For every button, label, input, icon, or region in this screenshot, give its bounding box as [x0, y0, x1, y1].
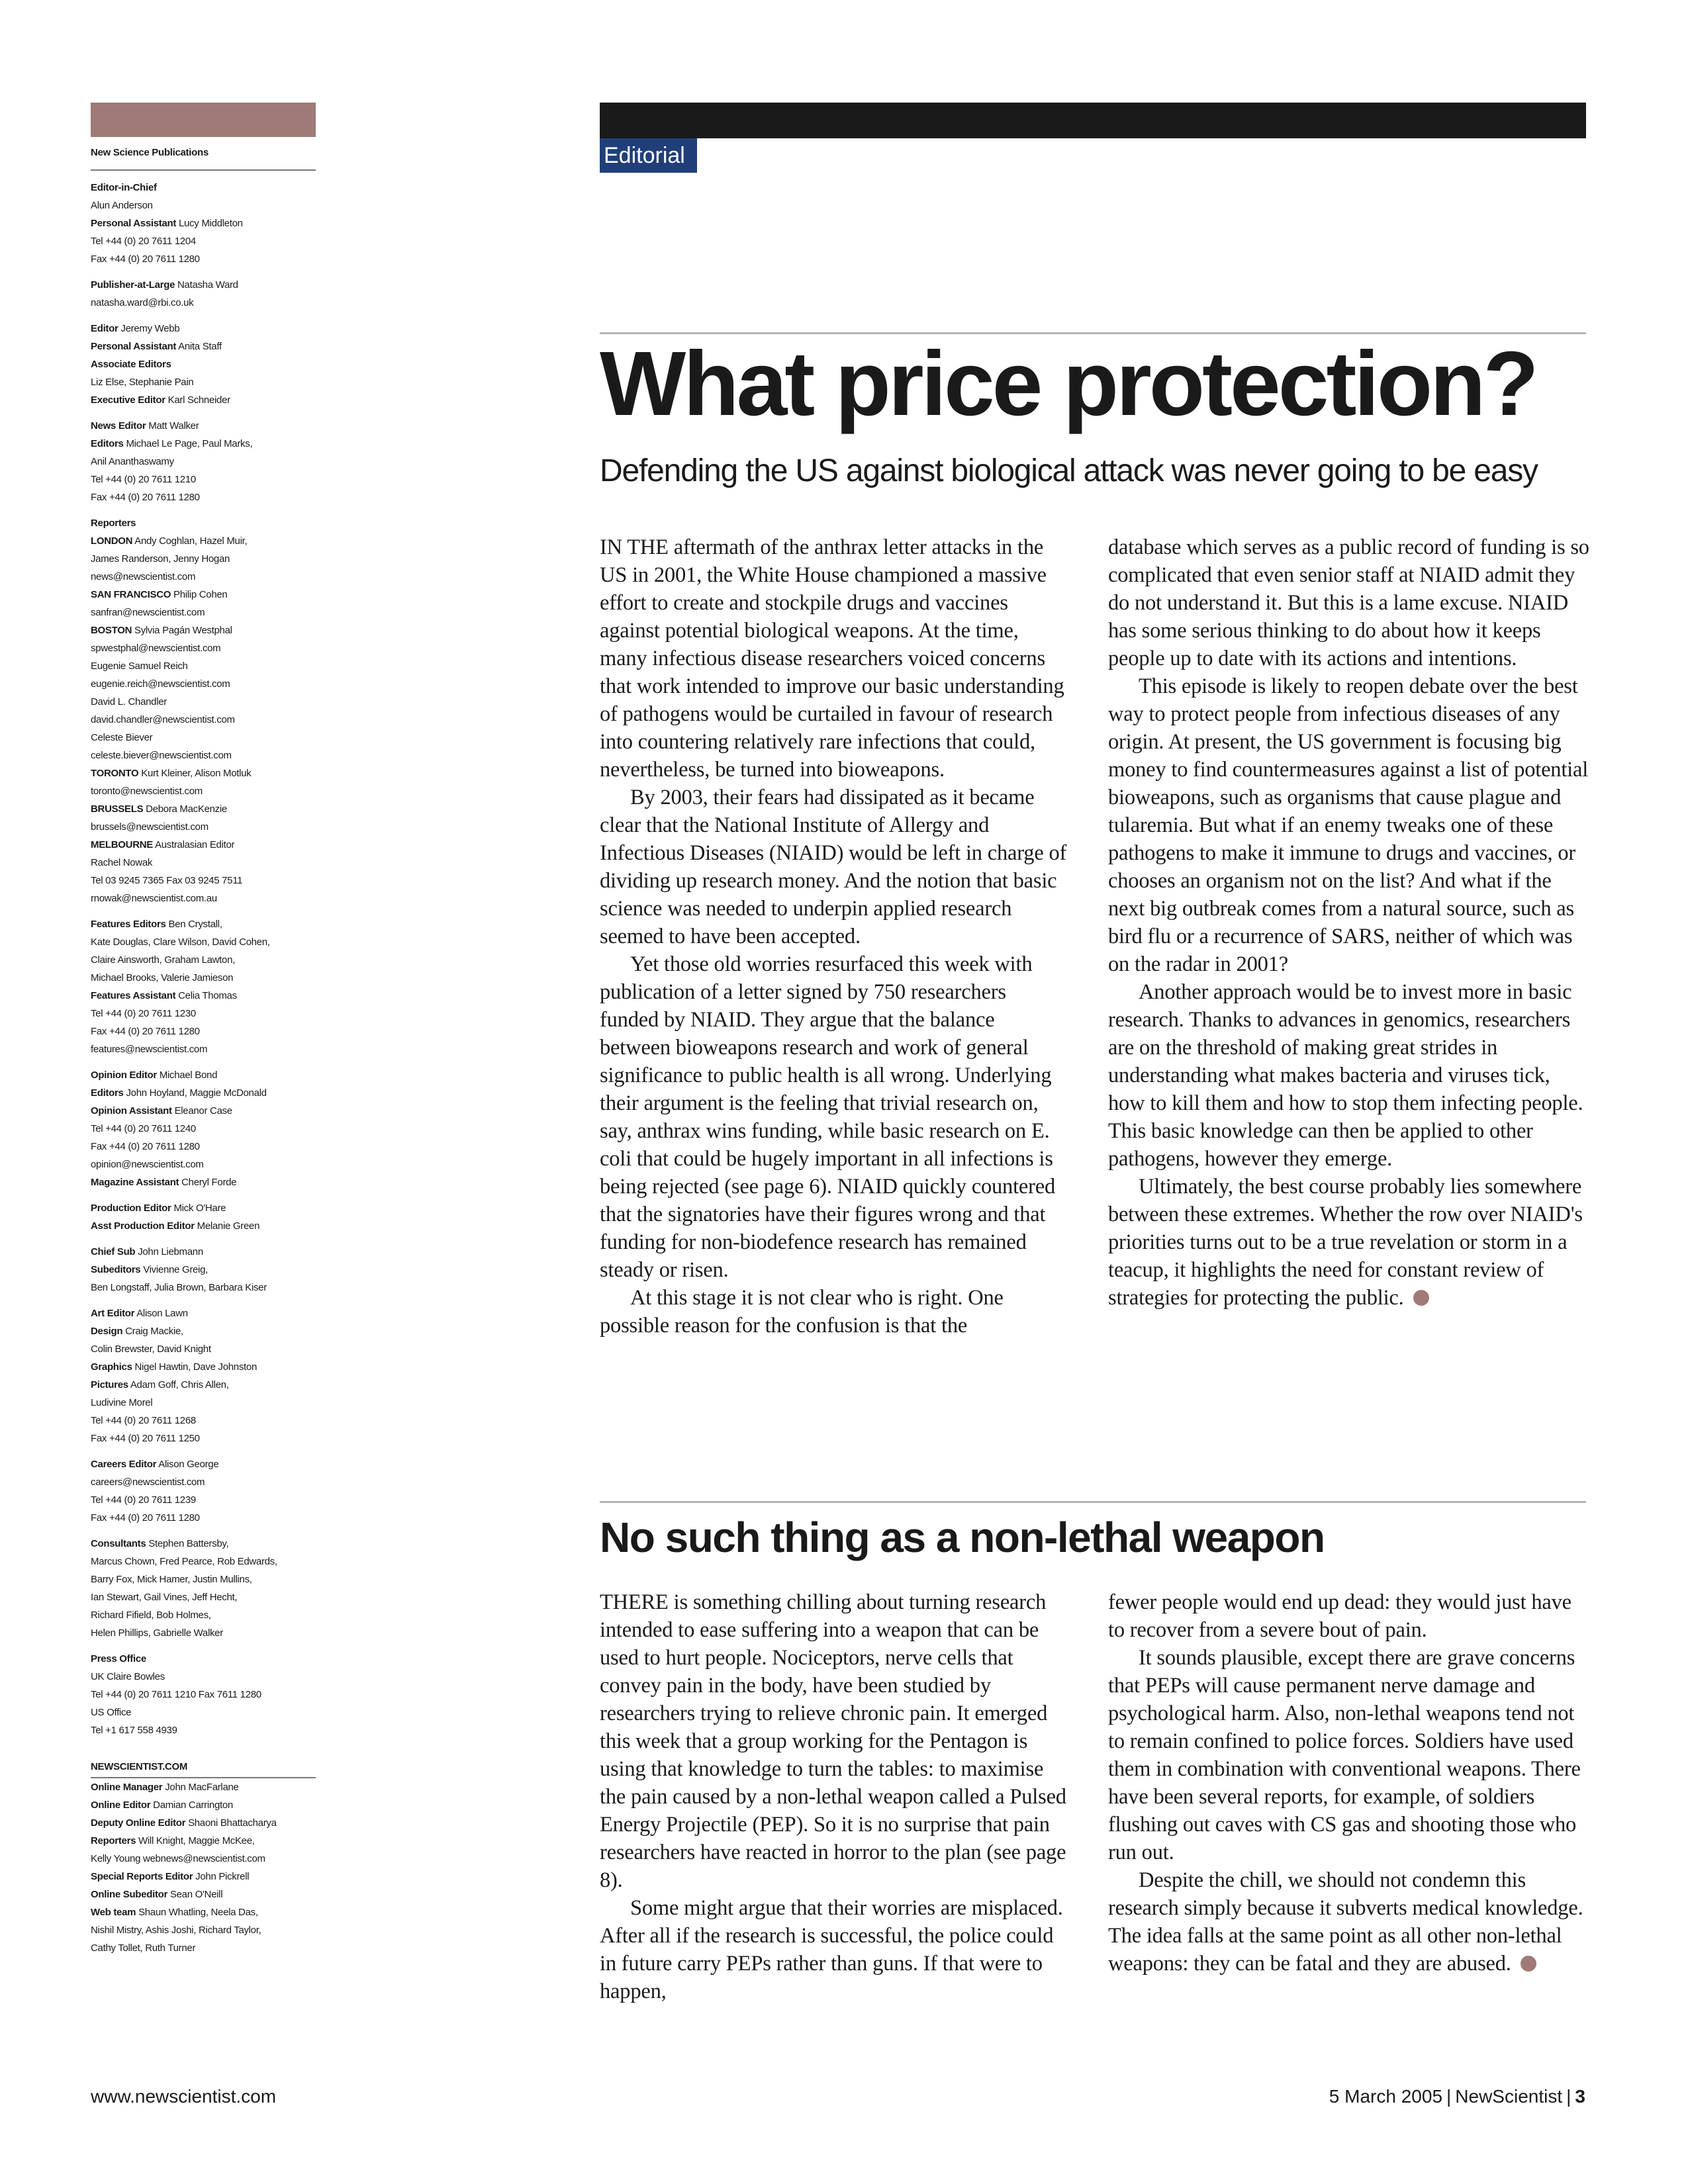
staff-line	[91, 355, 316, 373]
staff-role: Chief Sub	[91, 1246, 136, 1257]
staff-line	[91, 621, 316, 639]
staff-line	[91, 232, 316, 250]
footer-magazine: NewScientist	[1455, 2086, 1563, 2107]
staff-name: Adam Goff, Chris Allen,	[130, 1379, 229, 1390]
staff-name: Sean O'Neill	[169, 1889, 223, 1900]
staff-name[interactable]: spwestphal@newscientist.com	[91, 643, 221, 654]
staff-name: Nigel Hawtin, Dave Johnston	[134, 1361, 257, 1373]
staff-group	[91, 179, 316, 268]
staff-line	[91, 214, 316, 232]
staff-line	[91, 417, 316, 435]
staff-line	[91, 1120, 316, 1138]
staff-line	[91, 179, 316, 197]
staff-name: Marcus Chown, Fred Pearce, Rob Edwards,	[91, 1556, 277, 1567]
staff-name: Cathy Tollet, Ruth Turner	[91, 1942, 196, 1954]
staff-role: Pictures	[91, 1379, 128, 1390]
staff-role: Associate Editors	[91, 359, 171, 370]
staff-name: David L. Chandler	[91, 696, 167, 707]
staff-name: Eugenie Samuel Reich	[91, 660, 188, 672]
staff-line	[91, 1868, 316, 1886]
staff-name[interactable]: rnowak@newscientist.com.au	[91, 893, 217, 904]
staff-line	[91, 453, 316, 471]
staff-group	[91, 276, 316, 312]
staff-line	[91, 933, 316, 951]
paragraph-text: Some might argue that their worries are misplaced. After all if the research is successful, the police could in future carry PEPs rather than guns. If that were to happen,	[600, 1896, 1063, 2003]
staff-role: Web team	[91, 1907, 136, 1918]
staff-name: Anil Ananthaswamy	[91, 456, 174, 467]
staff-line	[91, 1650, 316, 1668]
staff-role: LONDON	[91, 535, 133, 547]
staff-line	[91, 693, 316, 711]
staff-line	[91, 338, 316, 355]
staff-line	[91, 532, 316, 550]
staff-name: Tel +44 (0) 20 7611 1210	[91, 474, 196, 485]
staff-name: Ben Crystall,	[168, 919, 222, 930]
staff-name[interactable]: Kelly Young webnews@newscientist.com	[91, 1853, 265, 1864]
staff-name: Matt Walker	[148, 420, 199, 432]
staff-name: Michael Le Page, Paul Marks,	[126, 438, 253, 449]
staff-role: Art Editor	[91, 1308, 135, 1319]
staff-name: UK Claire Bowles	[91, 1671, 165, 1682]
staff-role: Design	[91, 1326, 123, 1337]
staff-line	[91, 782, 316, 800]
paragraph-text: Despite the chill, we should not condemn this research simply because it subverts medical knowledge. The idea falls at the same point as all other non-lethal weapons: they can be fatal and they are abused.	[1108, 1868, 1583, 1976]
staff-name: Rachel Nowak	[91, 857, 153, 868]
staff-name: Tel +44 (0) 20 7611 1268	[91, 1415, 196, 1426]
article-paragraph	[600, 1894, 1068, 2005]
staff-name: Damian Carrington	[153, 1799, 233, 1811]
staff-name: Lucy Middleton	[178, 218, 243, 229]
staff-group	[91, 514, 316, 907]
staff-line	[91, 1686, 316, 1704]
staff-line	[91, 951, 316, 969]
staff-line	[91, 1570, 316, 1588]
staff-name: Tel 03 9245 7365 Fax 03 9245 7511	[91, 875, 243, 886]
paragraph-text: Yet those old worries resurfaced this week with publication of a letter signed by 750 researchers funded by NIAID. They argue that the balance between bioweapons research and work of general significance to public health is all wrong. Underlying their argument is the feeling that trivial research on, say, anthrax wins funding, while basic research on E. coli that could be hugely important in all infections is being rejected (see page 6). NIAID quickly countered that the signatories have their figures wrong and that funding for non-biodefence research has remained steady or risen.	[600, 952, 1056, 1282]
masthead-sidebar	[91, 103, 316, 1957]
staff-line	[91, 675, 316, 693]
staff-name: Stephen Battersby,	[148, 1538, 229, 1549]
staff-name: Alun Anderson	[91, 200, 153, 211]
staff-line	[91, 1588, 316, 1606]
staff-line	[91, 568, 316, 586]
staff-role: Features Assistant	[91, 990, 176, 1001]
staff-name: Tel +44 (0) 20 7611 1204	[91, 236, 196, 247]
staff-name: Mick O'Hare	[173, 1203, 226, 1214]
staff-name[interactable]: brussels@newscientist.com	[91, 821, 209, 833]
article-paragraph	[1108, 672, 1591, 978]
staff-name: Celia Thomas	[178, 990, 237, 1001]
article-paragraph	[1108, 1644, 1591, 1866]
staff-role: Online Subeditor	[91, 1889, 168, 1900]
staff-line	[91, 1921, 316, 1939]
staff-role: Press Office	[91, 1653, 146, 1664]
staff-line	[91, 514, 316, 532]
staff-name[interactable]: news@newscientist.com	[91, 571, 196, 582]
staff-line	[91, 1279, 316, 1297]
staff-line	[91, 1704, 316, 1721]
article2-headline: No such thing as a non-lethal weapon	[600, 1514, 1325, 1561]
staff-line	[91, 1322, 316, 1340]
staff-line	[91, 1430, 316, 1447]
article2-rule	[600, 1501, 1586, 1503]
staff-role: Deputy Online Editor	[91, 1817, 186, 1829]
staff-line	[91, 1491, 316, 1509]
staff-line	[91, 854, 316, 872]
staff-name: Craig Mackie,	[125, 1326, 183, 1337]
staff-role: SAN FRANCISCO	[91, 589, 171, 600]
staff-line	[91, 1606, 316, 1624]
staff-line	[91, 1394, 316, 1412]
section-tag: Editorial	[600, 138, 697, 173]
staff-line	[91, 1509, 316, 1527]
staff-list	[91, 179, 316, 1739]
staff-role: Special Reports Editor	[91, 1871, 193, 1882]
staff-line	[91, 657, 316, 675]
staff-name: Tel +44 (0) 20 7611 1210 Fax 7611 1280	[91, 1689, 261, 1700]
staff-name[interactable]: celeste.biever@newscientist.com	[91, 750, 232, 761]
staff-line	[91, 1455, 316, 1473]
staff-line	[91, 1173, 316, 1191]
staff-line	[91, 550, 316, 568]
staff-name: Fax +44 (0) 20 7611 1280	[91, 492, 200, 503]
staff-group	[91, 1650, 316, 1739]
staff-role: Publisher-at-Large	[91, 279, 175, 291]
staff-role: Reporters	[91, 1835, 136, 1846]
paragraph-text: THERE is something chilling about turning research intended to ease suffering into a weapon that can be used to hurt people. Nociceptors, nerve cells that convey pain in the body, have been studied by researchers trying to relieve chronic pain. It emerged this week that a group working for the Pentagon is using that knowledge to turn the tables: to maximise the pain caused by a non-lethal weapon called a Pulsed Energy Projectile (PEP). So it is no surprise that pain researchers have reacted in horror to the plan (see page 8).	[600, 1590, 1066, 1892]
staff-name: Karl Schneider	[167, 394, 230, 406]
staff-line	[91, 1624, 316, 1642]
staff-line	[91, 1023, 316, 1040]
staff-name: Helen Phillips, Gabrielle Walker	[91, 1627, 223, 1639]
staff-role: Editors	[91, 438, 124, 449]
staff-name: Andy Coghlan, Hazel Muir,	[134, 535, 248, 547]
staff-name: Shaun Whatling, Neela Das,	[138, 1907, 258, 1918]
staff-line	[91, 1217, 316, 1235]
staff-name[interactable]: david.chandler@newscientist.com	[91, 714, 235, 725]
article1-column-1	[600, 533, 1068, 1340]
staff-line	[91, 294, 316, 312]
staff-name: Melanie Green	[197, 1220, 260, 1232]
staff-line	[91, 391, 316, 409]
staff-role: Asst Production Editor	[91, 1220, 195, 1232]
article2-column-1	[600, 1588, 1068, 2005]
staff-role: Magazine Assistant	[91, 1177, 179, 1188]
staff-name: Colin Brewster, David Knight	[91, 1343, 211, 1355]
staff-line	[91, 747, 316, 764]
staff-name: Fax +44 (0) 20 7611 1280	[91, 1141, 200, 1152]
article1-column-2	[1108, 533, 1591, 1312]
header-bar	[600, 103, 1586, 138]
staff-line	[91, 1832, 316, 1850]
paragraph-text: By 2003, their fears had dissipated as it became clear that the National Institute of Allergy and Infectious Diseases (NIAID) would be left in charge of dividing up research money. And the notion that basic science was needed to underpin applied research seemed to have been accepted.	[600, 786, 1067, 948]
staff-line	[91, 488, 316, 506]
staff-line	[91, 1668, 316, 1686]
paragraph-text: database which serves as a public record of funding is so complicated that even senior staff at NIAID admit they do not understand it. But this is a lame excuse. NIAID has some serious thinking to do about how it keeps people up to date with its actions and intentions.	[1108, 535, 1589, 670]
article-paragraph	[1108, 1866, 1591, 1978]
staff-line	[91, 1553, 316, 1570]
staff-name: John Hoyland, Maggie McDonald	[126, 1087, 267, 1099]
staff-name: Tel +44 (0) 20 7611 1230	[91, 1008, 196, 1019]
staff-name[interactable]: toronto@newscientist.com	[91, 786, 203, 797]
staff-line	[91, 435, 316, 453]
staff-name: Tel +1 617 558 4939	[91, 1725, 177, 1736]
staff-line	[91, 1796, 316, 1814]
staff-group	[91, 1304, 316, 1447]
article-standfirst: Defending the US against biological attack was never going to be easy	[600, 453, 1538, 488]
staff-name[interactable]: natasha.ward@rbi.co.uk	[91, 297, 194, 308]
staff-line	[91, 818, 316, 836]
staff-name: Shaoni Bhattacharya	[188, 1817, 277, 1829]
staff-name: Australasian Editor	[155, 839, 235, 850]
staff-line	[91, 1376, 316, 1394]
staff-line	[91, 872, 316, 889]
staff-name: Michael Bond	[159, 1069, 218, 1081]
staff-role: Online Manager	[91, 1782, 163, 1793]
end-of-article-dot-icon	[1413, 1290, 1429, 1306]
staff-line	[91, 1102, 316, 1120]
article-paragraph	[600, 1588, 1068, 1894]
article-paragraph	[1108, 533, 1591, 672]
staff-line	[91, 764, 316, 782]
staff-name: Ben Longstaff, Julia Brown, Barbara Kiser	[91, 1282, 267, 1293]
staff-line	[91, 1138, 316, 1156]
staff-group	[91, 320, 316, 409]
staff-name: Richard Fifield, Bob Holmes,	[91, 1610, 211, 1621]
staff-line	[91, 1412, 316, 1430]
staff-line	[91, 1473, 316, 1491]
staff-name: Alison George	[158, 1459, 219, 1470]
article2-column-2	[1108, 1588, 1591, 1978]
footer-page-number: 3	[1575, 2086, 1585, 2107]
online-staff-list	[91, 1778, 316, 1957]
staff-name: Philip Cohen	[173, 589, 228, 600]
staff-role: BRUSSELS	[91, 803, 144, 815]
staff-role: BOSTON	[91, 625, 132, 636]
staff-role: Opinion Editor	[91, 1069, 157, 1081]
staff-role: Subeditors	[91, 1264, 141, 1275]
article-headline: What price protection?	[600, 333, 1536, 435]
staff-name: James Randerson, Jenny Hogan	[91, 553, 230, 565]
staff-name: Fax +44 (0) 20 7611 1280	[91, 1026, 200, 1037]
staff-name[interactable]: features@newscientist.com	[91, 1044, 208, 1055]
staff-line	[91, 1850, 316, 1868]
publisher-name: New Science Publications	[91, 144, 316, 171]
paragraph-text: Another approach would be to invest more in basic research. Thanks to advances in genomics, researchers are on the threshold of making great strides in understanding what makes bacteria and viruses tick, how to kill them and how to stop them infecting people. This basic knowledge can then be applied to other pathogens, however they emerge.	[1108, 980, 1583, 1171]
staff-line	[91, 639, 316, 657]
staff-name: Nishil Mistry, Ashis Joshi, Richard Taylor,	[91, 1925, 261, 1936]
article-paragraph	[600, 1284, 1068, 1340]
staff-line	[91, 320, 316, 338]
staff-role: Reporters	[91, 518, 136, 529]
staff-group	[91, 1066, 316, 1191]
staff-line	[91, 889, 316, 907]
paragraph-text: Ultimately, the best course probably lies somewhere between these extremes. Whether the row over NIAID's priorities turns out to be a true revelation or storm in a teacup, it highlights the need for constant review of strategies for protecting the public.	[1108, 1175, 1583, 1310]
staff-line	[91, 1814, 316, 1832]
staff-role: Editor-in-Chief	[91, 182, 157, 193]
staff-line	[91, 586, 316, 604]
staff-role: Online Editor	[91, 1799, 151, 1811]
staff-line	[91, 276, 316, 294]
article-paragraph	[600, 784, 1068, 950]
staff-name: Kurt Kleiner, Alison Motluk	[141, 768, 252, 779]
staff-role: Features Editors	[91, 919, 166, 930]
staff-name[interactable]: eugenie.reich@newscientist.com	[91, 678, 230, 690]
staff-line	[91, 1778, 316, 1796]
article-paragraph	[1108, 978, 1591, 1173]
staff-name: Ian Stewart, Gail Vines, Jeff Hecht,	[91, 1592, 238, 1603]
staff-line	[91, 1243, 316, 1261]
staff-name: John MacFarlane	[165, 1782, 239, 1793]
staff-role: Personal Assistant	[91, 341, 177, 352]
staff-role: Consultants	[91, 1538, 146, 1549]
staff-role: Production Editor	[91, 1203, 171, 1214]
staff-name[interactable]: careers@newscientist.com	[91, 1477, 205, 1488]
staff-group	[91, 417, 316, 506]
staff-line	[91, 1084, 316, 1102]
footer-date: 5 March 2005	[1329, 2086, 1443, 2107]
footer-folio: 5 March 2005 | NewScientist | 3	[1329, 2086, 1585, 2107]
staff-name: Anita Staff	[178, 341, 222, 352]
staff-line	[91, 915, 316, 933]
online-section-title: NEWSCIENTIST.COM	[91, 1758, 316, 1778]
staff-role: Editor	[91, 323, 118, 334]
staff-role: Careers Editor	[91, 1459, 157, 1470]
staff-name: Tel +44 (0) 20 7611 1240	[91, 1123, 196, 1134]
staff-line	[91, 1903, 316, 1921]
staff-group	[91, 1455, 316, 1527]
staff-line	[91, 1535, 316, 1553]
staff-role: News Editor	[91, 420, 146, 432]
staff-name: Fax +44 (0) 20 7611 1250	[91, 1433, 200, 1444]
staff-name: Jeremy Webb	[120, 323, 180, 334]
staff-role: MELBOURNE	[91, 839, 153, 850]
staff-name: Michael Brooks, Valerie Jamieson	[91, 972, 234, 983]
staff-line	[91, 250, 316, 268]
staff-name: Sylvia Pagán Westphal	[134, 625, 232, 636]
staff-name: Will Knight, Maggie McKee,	[138, 1835, 255, 1846]
paragraph-text: IN THE aftermath of the anthrax letter attacks in the US in 2001, the White House championed a massive effort to create and stockpile drugs and vaccines against potential biological weapons. At the time, many infectious disease researchers voiced concerns that work intended to improve our basic understanding of pathogens would be curtailed in favour of research into countering relatively rare infections that could, nevertheless, be turned into bioweapons.	[600, 535, 1064, 782]
staff-name: Alison Lawn	[136, 1308, 188, 1319]
staff-group	[91, 915, 316, 1058]
staff-name: Kate Douglas, Clare Wilson, David Cohen,	[91, 936, 270, 948]
staff-name: US Office	[91, 1707, 132, 1718]
staff-name: Liz Else, Stephanie Pain	[91, 377, 194, 388]
staff-name[interactable]: opinion@newscientist.com	[91, 1159, 204, 1170]
staff-group	[91, 1199, 316, 1235]
staff-line	[91, 1340, 316, 1358]
staff-line	[91, 836, 316, 854]
article-paragraph	[600, 533, 1068, 784]
staff-name: Claire Ainsworth, Graham Lawton,	[91, 954, 236, 966]
paragraph-text: It sounds plausible, except there are grave concerns that PEPs will cause permanent nerve damage and psychological harm. Also, non-lethal weapons tend not to remain confined to police forces. Soldiers have used them in combination with conventional weapons. There have been several reports, for example, of soldiers flushing out caves with CS gas and shooting those who run out.	[1108, 1646, 1581, 1864]
staff-line	[91, 1261, 316, 1279]
staff-line	[91, 1721, 316, 1739]
staff-group	[91, 1535, 316, 1642]
masthead-color-swatch	[91, 103, 316, 137]
staff-role: Editors	[91, 1087, 124, 1099]
staff-name: Debora MacKenzie	[146, 803, 227, 815]
staff-line	[91, 373, 316, 391]
staff-name: Fax +44 (0) 20 7611 1280	[91, 1512, 200, 1524]
staff-line	[91, 800, 316, 818]
staff-line	[91, 197, 316, 214]
staff-role: Graphics	[91, 1361, 132, 1373]
staff-name: Fax +44 (0) 20 7611 1280	[91, 253, 200, 265]
paragraph-text: At this stage it is not clear who is right. One possible reason for the confusion is that the	[600, 1286, 1004, 1338]
staff-line	[91, 969, 316, 987]
staff-name: John Pickrell	[195, 1871, 250, 1882]
staff-line	[91, 1005, 316, 1023]
staff-role: Personal Assistant	[91, 218, 177, 229]
staff-role: Executive Editor	[91, 394, 165, 406]
staff-name: Vivienne Greig,	[143, 1264, 209, 1275]
paragraph-text: This episode is likely to reopen debate over the best way to protect people from infectious diseases of any origin. At present, the US government is focusing big money to find countermeasures against a list of potential bioweapons, such as organisms that cause plague and tularemia. But what if an enemy tweaks one of these pathogens to make it immune to drugs and vaccines, or chooses an organism not on the list? And what if the next big outbreak comes from a natural source, such as bird flu or a recurrence of SARS, neither of which was on the radar in 2001?	[1108, 674, 1589, 976]
staff-name[interactable]: sanfran@newscientist.com	[91, 607, 205, 618]
staff-name: Ludivine Morel	[91, 1397, 153, 1408]
staff-line	[91, 1358, 316, 1376]
staff-line	[91, 711, 316, 729]
staff-line	[91, 1040, 316, 1058]
staff-line	[91, 1886, 316, 1903]
staff-name: Cheryl Forde	[181, 1177, 237, 1188]
staff-line	[91, 604, 316, 621]
article-paragraph	[1108, 1173, 1591, 1312]
staff-name: Tel +44 (0) 20 7611 1239	[91, 1494, 196, 1506]
staff-role: TORONTO	[91, 768, 139, 779]
staff-line	[91, 987, 316, 1005]
staff-name: Eleanor Case	[174, 1105, 232, 1116]
footer-url[interactable]: www.newscientist.com	[91, 2086, 277, 2107]
staff-name: Natasha Ward	[177, 279, 238, 291]
staff-line	[91, 1304, 316, 1322]
staff-name: John Liebmann	[138, 1246, 203, 1257]
article-paragraph	[1108, 1588, 1591, 1644]
article-paragraph	[600, 950, 1068, 1284]
end-of-article-dot-icon	[1521, 1956, 1536, 1972]
staff-line	[91, 471, 316, 488]
staff-line	[91, 1066, 316, 1084]
staff-line	[91, 1199, 316, 1217]
staff-line	[91, 1156, 316, 1173]
staff-name: Celeste Biever	[91, 732, 153, 743]
staff-group	[91, 1243, 316, 1297]
staff-line	[91, 1939, 316, 1957]
staff-line	[91, 729, 316, 747]
paragraph-text: fewer people would end up dead: they would just have to recover from a severe bout of pain.	[1108, 1590, 1571, 1642]
staff-role: Opinion Assistant	[91, 1105, 172, 1116]
staff-name: Barry Fox, Mick Hamer, Justin Mullins,	[91, 1574, 252, 1585]
